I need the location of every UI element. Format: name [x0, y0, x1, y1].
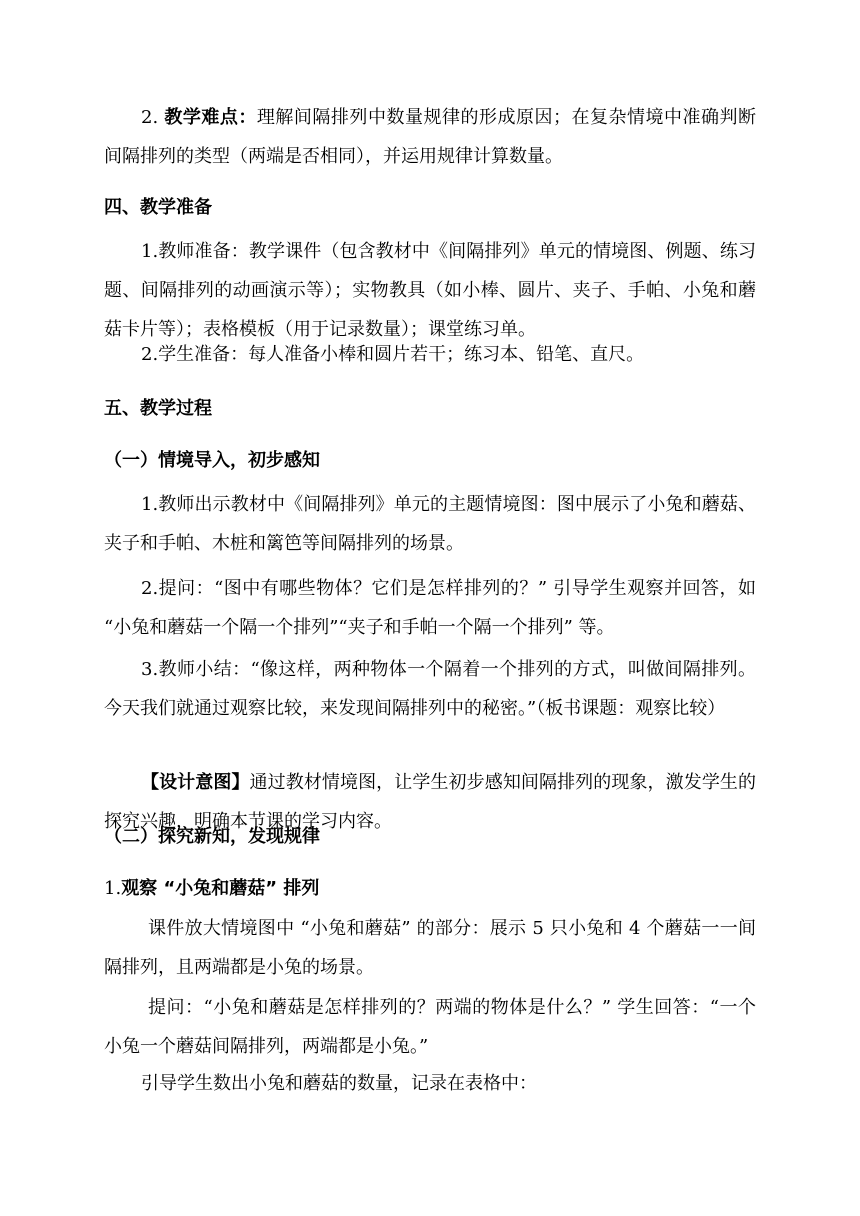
subsection-1-prefix: 1. — [104, 878, 122, 899]
subsection-1-title: 观察 “小兔和蘑菇” 排列 — [121, 878, 320, 899]
section-5-heading: 五、教学过程 — [104, 398, 212, 419]
part-1-paragraph-3: 3.教师小结：“像这样，两种物体一个隔着一个排列的方式，叫做间隔排列。今天我们就通过观察比较，来发现间隔排列中的秘密。”（板书课题：观察比较） — [104, 659, 756, 719]
difficulty-label: 教学难点： — [164, 107, 257, 128]
difficulty-paragraph — [104, 98, 756, 176]
design-intent-label: 【设计意图】 — [141, 772, 250, 793]
part-2-paragraph-2: 提问：“小兔和蘑菇是怎样排列的？两端的物体是什么？” 学生回答：“一个小兔一个蘑菇间隔排列，两端都是小兔。” — [104, 997, 756, 1057]
part-1-heading: （一）情境导入，初步感知 — [104, 450, 320, 471]
design-intent-text: 通过教材情境图，让学生初步感知间隔排列的现象，激发学生的探究兴趣，明确本节课的学习内容。 — [104, 772, 756, 832]
difficulty-text: 理解间隔排列中数量规律的形成原因；在复杂情境中准确判断间隔排列的类型（两端是否相同），并运用规律计算数量。 — [104, 107, 756, 167]
part-1-paragraph-2: 2.提问：“图中有哪些物体？它们是怎样排列的？” 引导学生观察并回答，如 “小兔和蘑菇一个隔一个排列”“夹子和手帕一个隔一个排列” 等。 — [104, 578, 756, 638]
part-2-paragraph-1: 课件放大情境图中 “小兔和蘑菇” 的部分：展示 5 只小兔和 4 个蘑菇一一间隔排列，且两端都是小兔的场景。 — [104, 918, 756, 978]
section-4-heading: 四、教学准备 — [104, 197, 212, 218]
teacher-preparation-paragraph: 1.教师准备：教学课件（包含教材中《间隔排列》单元的情境图、例题、练习题、间隔排列的动画演示等）；实物教具（如小棒、圆片、夹子、手帕、小兔和蘑菇卡片等）；表格模板（用于记录数量）；课堂练习单。 — [104, 241, 756, 340]
subsection-1-heading — [104, 874, 319, 904]
part-2-heading: （二）探究新知，发现规律 — [104, 826, 320, 847]
difficulty-prefix: 2. — [141, 107, 165, 128]
student-preparation-paragraph: 2.学生准备：每人准备小棒和圆片若干；练习本、铅笔、直尺。 — [141, 344, 645, 365]
part-1-paragraph-1: 1.教师出示教材中《间隔排列》单元的主题情境图：图中展示了小兔和蘑菇、夹子和手帕、木桩和篱笆等间隔排列的场景。 — [104, 494, 756, 554]
part-2-paragraph-3: 引导学生数出小兔和蘑菇的数量，记录在表格中： — [141, 1073, 537, 1094]
